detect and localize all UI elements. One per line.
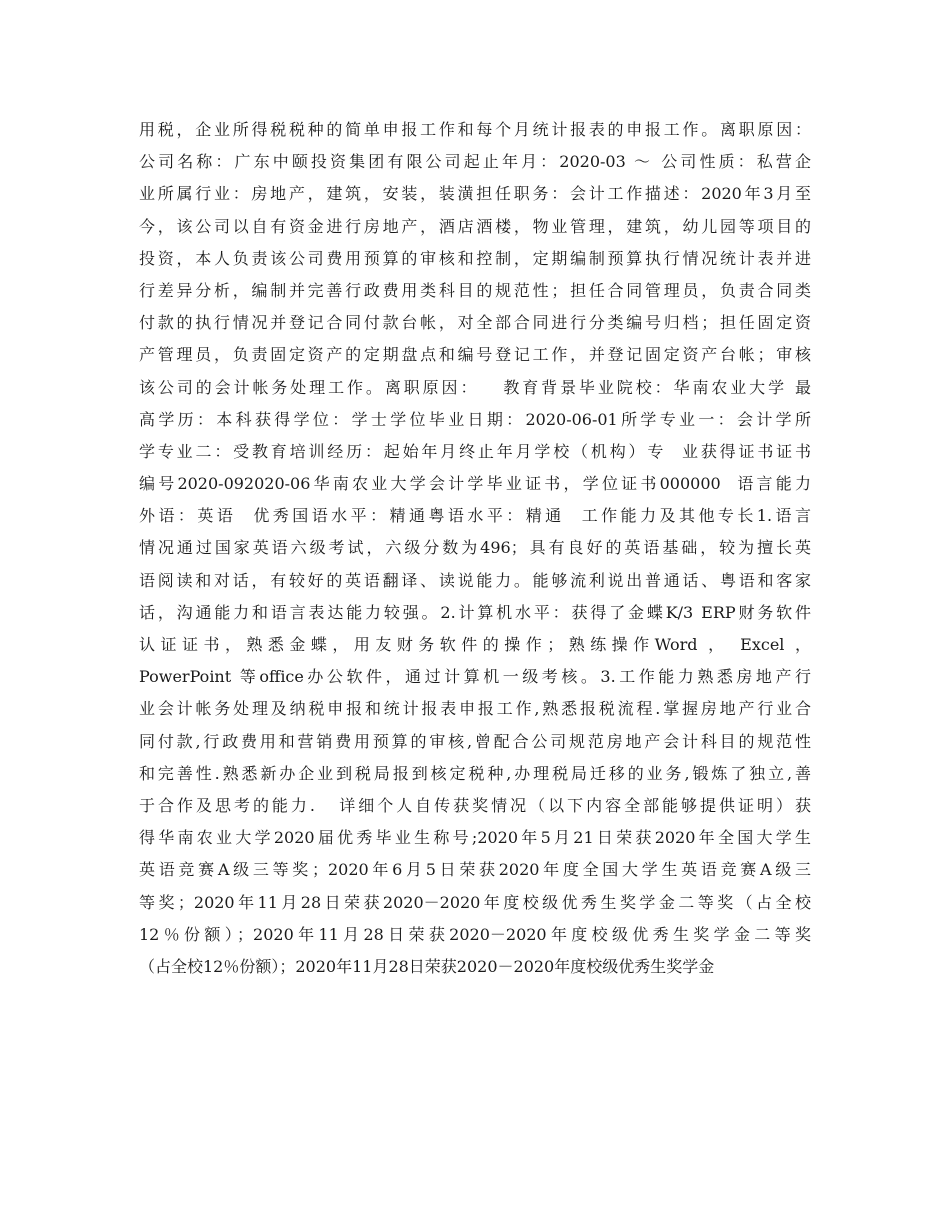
- text-line: 行差异分析，编制并完善行政费用类科目的规范性；担任合同管理员，负责合同类: [139, 280, 811, 300]
- text-line: 得华南农业大学2020届优秀毕业生称号;2020年5月21日荣获2020年全国大学生: [139, 828, 811, 848]
- text-line: 12％份额）；2020年11月28日荣获2020－2020年度校级优秀生奖学金二等奖: [139, 924, 811, 944]
- text-line: 于合作及思考的能力. 详细个人自传获奖情况（以下内容全部能够提供证明）获: [139, 795, 811, 815]
- text-line: 用税，企业所得税税种的简单申报工作和每个月统计报表的申报工作。离职原因：: [139, 120, 811, 139]
- text-line: 付款的执行情况并登记合同付款台帐，对全部合同进行分类编号归档；担任固定资: [139, 313, 811, 333]
- text-line: 学专业二：受教育培训经历：起始年月终止年月学校（机构）专 业获得证书证书: [139, 441, 811, 461]
- text-line: 语阅读和对话，有较好的英语翻译、读说能力。能够流利说出普通话、粤语和客家: [139, 570, 811, 590]
- text-line: 外语：英语 优秀国语水平：精通粤语水平：精通 工作能力及其他专长1.语言: [139, 506, 811, 526]
- text-line: 公司名称：广东中颐投资集团有限公司起止年月：2020-03 ～ 公司性质：私营企: [139, 152, 811, 172]
- text-line: 业会计帐务处理及纳税申报和统计报表申报工作,熟悉报税流程.掌握房地产行业合: [139, 699, 811, 719]
- text-line: 英语竞赛A级三等奖；2020年6月5日荣获2020年度全国大学生英语竞赛A级三: [139, 860, 811, 880]
- text-line: 认证证书，熟悉金蝶，用友财务软件的操作；熟练操作Word ， Excel ，: [139, 635, 811, 654]
- text-line: PowerPoint 等office办公软件，通过计算机一级考核。3.工作能力熟悉房地产行: [139, 667, 811, 687]
- text-line: 同付款,行政费用和营销费用预算的审核,曾配合公司规范房地产会计科目的规范性: [139, 731, 811, 751]
- text-line: 话，沟通能力和语言表达能力较强。2.计算机水平：获得了金蝶K/3 ERP财务软件: [139, 602, 811, 622]
- text-line: 今，该公司以自有资金进行房地产，酒店酒楼，物业管理，建筑，幼儿园等项目的: [139, 216, 811, 236]
- text-line: 等奖；2020年11月28日荣获2020－2020年度校级优秀生奖学金二等奖（占全校: [139, 892, 811, 912]
- text-line: 投资，本人负责该公司费用预算的审核和控制，定期编制预算执行情况统计表并进: [139, 248, 811, 268]
- text-line: 编号2020-092020-06华南农业大学会计学毕业证书，学位证书000000 语言能力: [139, 474, 811, 494]
- text-line: 和完善性.熟悉新办企业到税局报到核定税种,办理税局迁移的业务,锻炼了独立,善: [139, 763, 811, 783]
- text-line: 业所属行业：房地产，建筑，安装，装潢担任职务：会计工作描述：2020年3月至: [139, 184, 811, 204]
- document-body-text: [139, 114, 811, 983]
- text-line: 高学历：本科获得学位：学士学位毕业日期：2020-06-01所学专业一：会计学所: [139, 409, 811, 429]
- text-line: （占全校12％份额）；2020年11月28日荣获2020－2020年度校级优秀生奖学金: [139, 956, 715, 976]
- text-line: 产管理员，负责固定资产的定期盘点和编号登记工作，并登记固定资产台帐；审核: [139, 345, 811, 365]
- text-line: 情况通过国家英语六级考试，六级分数为496；具有良好的英语基础，较为擅长英: [139, 538, 811, 558]
- text-line: 该公司的会计帐务处理工作。离职原因： 教育背景毕业院校：华南农业大学 最: [139, 377, 811, 397]
